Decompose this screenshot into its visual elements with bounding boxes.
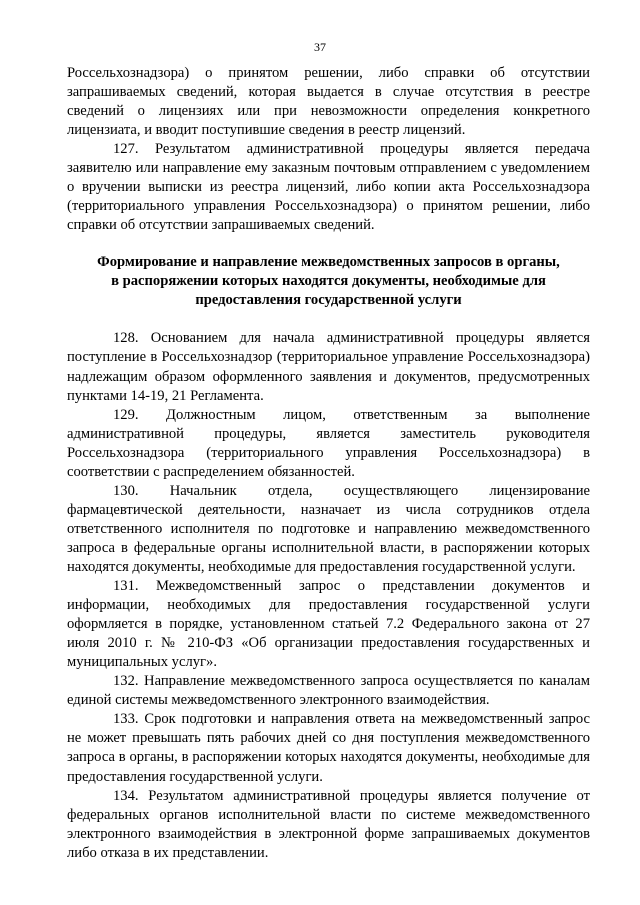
paragraph-130: 130. Начальник отдела, осуществляющего лицензирование фармацевтической деятельности, назначает из числа сотрудников отдела ответственного исполнителя по подготовке и направлению межведомственного запроса в федеральные органы исполнительной власти, в распоряжении которых находятся документы, необходимые для предоставления государственной услуги. [67,482,590,575]
page-content [67,64,590,863]
paragraph-131: 131. Межведомственный запрос о представлении документов и информации, необходимых для предоставления государственной услуги оформляется в порядке, установленном статьей 7.2 Федерального закона от 27 июля 2010 г. № 210-ФЗ «Об организации предоставления государственных и муниципальных услуг». [67,578,590,671]
page-number: 37 [314,40,326,54]
paragraph-128: 128. Основанием для начала административной процедуры является поступление в Россельхознадзор (территориальное управление Россельхознадзора) надлежащим образом оформленного заявления и документов, предусмотренных пунктами 14-19, 21 Регламента. [67,330,590,404]
paragraph-133: 133. Срок подготовки и направления ответа на межведомственный запрос не может превышать пять рабочих дней со дня поступления межведомственного запроса в органы, в распоряжении которых находятся документы, необходимые для предоставления государственной услуги. [67,711,590,785]
section-heading [67,253,590,310]
paragraph-132: 132. Направление межведомственного запроса осуществляется по каналам единой системы межведомственного электронного взаимодействия. [67,673,590,709]
paragraph-127: 127. Результатом административной процедуры является передача заявителю или направление ему заказным почтовым отправлением с уведомлением о вручении выписки из реестра лицензий, либо копии акта Россельхознадзора (территориального управления Россельхознадзора) о принятом решении, либо справки об отсутствии запрашиваемых сведений. [67,141,590,234]
paragraph-134: 134. Результатом административной процедуры является получение от федеральных органов исполнительной власти по системе межведомственного электронного взаимодействия в электронной форме запрашиваемых документов либо отказа в их представлении. [67,787,590,861]
paragraph-continuation: Россельхознадзора) о принятом решении, либо справки об отсутствии запрашиваемых сведений, которая выдается в случае отсутствия в реестре сведений о лицензиях или при невозможности определения конкретного лицензиата, и вводит поступившие сведения в реестр лицензий. [67,65,590,139]
section-heading-line-3: предоставления государственной услуги [195,292,462,309]
section-heading-line-1: Формирование и направление межведомственных запросов в органы, [97,254,560,271]
section-heading-line-2: в распоряжении которых находятся документы, необходимые для [111,273,546,290]
paragraph-129: 129. Должностным лицом, ответственным за выполнение административной процедуры, является заместитель руководителя Россельхознадзора (территориального управления Россельхознадзора) в соответствии с распределением обязанностей. [67,406,590,480]
